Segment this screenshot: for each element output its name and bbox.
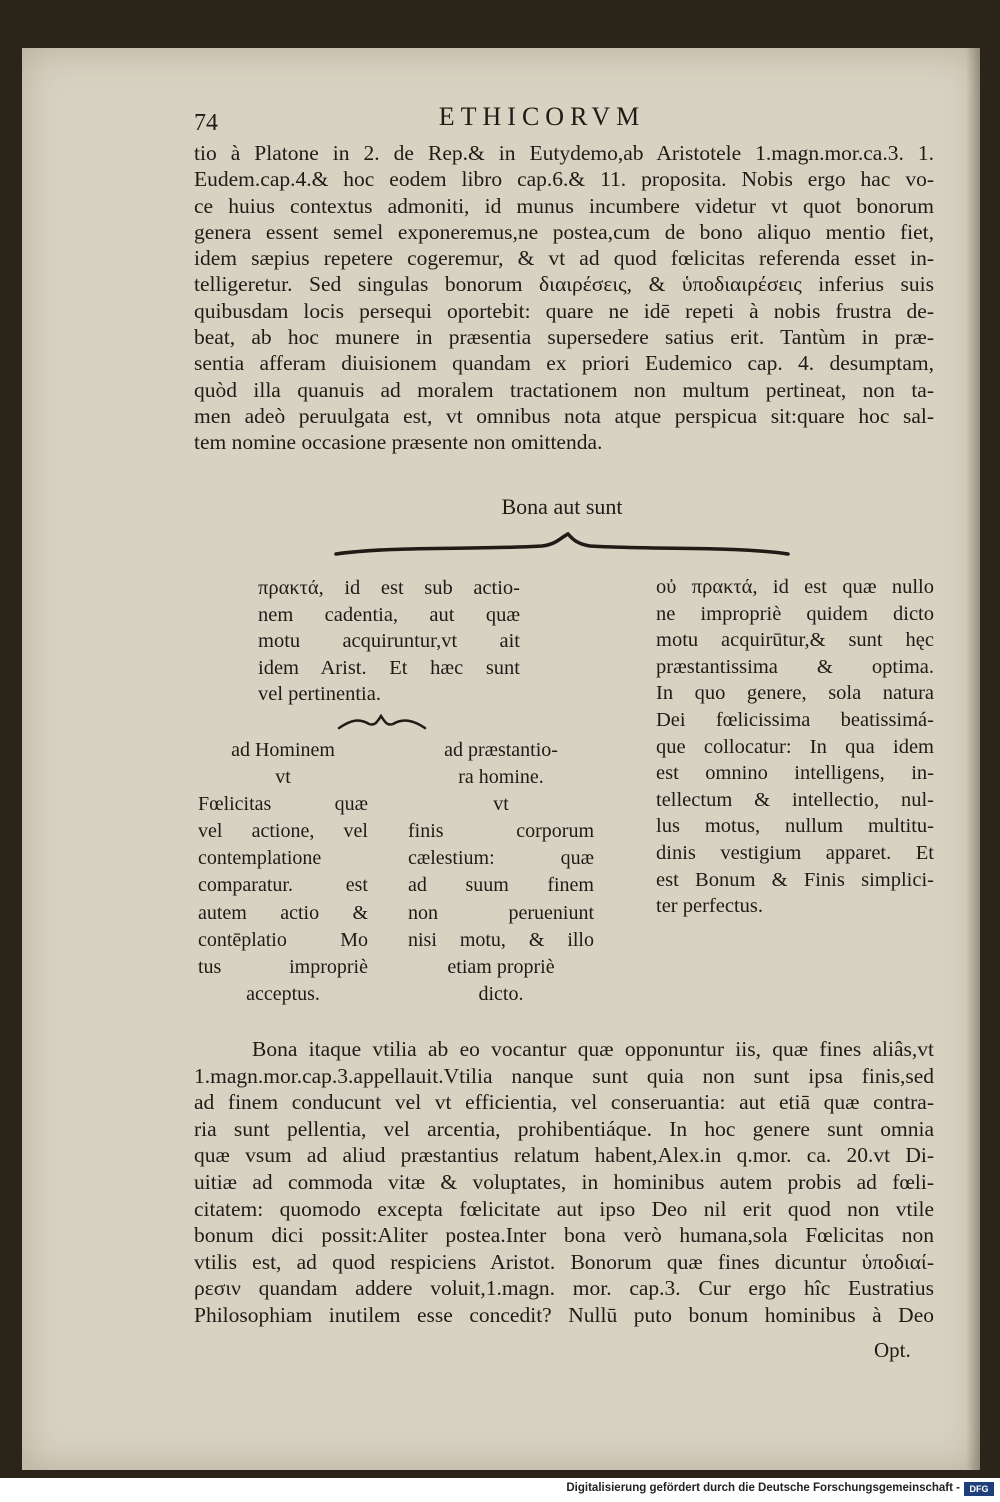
text-line: οὐ πρακτά, id est quæ nullo xyxy=(656,576,934,598)
text-line: tem nomine occasione præsente non omittenda. xyxy=(194,430,603,455)
text-line: autem actio & xyxy=(198,901,368,924)
text-line: cælestium: quæ xyxy=(408,847,594,870)
text-line: Eudem.cap.4.& hoc eodem libro cap.6.& 11. proposita. Nobis ergo hac vo- xyxy=(194,167,934,192)
page-number: 74 xyxy=(194,110,218,136)
left-branch xyxy=(258,575,520,708)
book-page xyxy=(22,48,980,1470)
text-line: vt xyxy=(493,793,509,816)
text-line: que collocatur: In qua idem xyxy=(656,735,934,758)
text-line: beat, ab hoc munere in præsentia supersedere satius erit. Tantùm in præ- xyxy=(194,325,934,350)
text-line: ra homine. xyxy=(458,766,544,789)
dfg-logo: DFG xyxy=(964,1482,994,1496)
text-line: quòd illa quanuis ad moralem tractationem non multum pertineat, non ta- xyxy=(194,377,934,402)
text-line: vt xyxy=(275,766,291,789)
running-head: ETHICORVM xyxy=(438,102,646,131)
text-line: ad finem conducunt vel vt efficientia, vel conseruantia: aut etiā quæ contra- xyxy=(194,1090,934,1115)
text-line: Fœlicitas quæ xyxy=(198,793,368,816)
text-line: ria sunt pellentia, vel arcentia, prohibentiáque. In hoc genere sunt omnia xyxy=(194,1116,934,1141)
text-line: motu acquiruntur,vt ait xyxy=(258,630,520,653)
text-line: est Bonum & Finis simplici- xyxy=(656,868,934,891)
text-line: non perueniunt xyxy=(408,901,594,924)
text-line: præstantissima & optima. xyxy=(656,655,934,678)
text-line: dicto. xyxy=(478,982,524,1005)
text-line: In quo genere, sola natura xyxy=(656,682,934,705)
text-line: contemplatione xyxy=(198,847,322,870)
text-line: men adeò peruulgata est, vt omnibus nota atque perspicua sit:quare hoc sal- xyxy=(194,403,934,428)
main-brace-icon xyxy=(332,532,792,562)
footer-bar xyxy=(0,1478,1000,1502)
text-line: tio à Platone in 2. de Rep.& in Eutydemo,ab Aristotele 1.magn.mor.ca.3. 1. xyxy=(194,141,934,165)
text-line: ad Hominem xyxy=(231,739,335,761)
sub-branch-human xyxy=(198,737,368,1008)
text-line: nisi motu, & illo xyxy=(408,928,594,951)
text-line: ρεσιν quandam addere voluit,1.magn. mor. cap.3. Cur ergo hîc Eustratius xyxy=(194,1276,934,1301)
text-line: Bona itaque vtilia ab eo vocantur quæ opponuntur iis, quæ fines aliâs,vt xyxy=(252,1037,934,1061)
text-line: ne impropriè quidem dicto xyxy=(656,602,934,625)
text-line: dinis vestigium apparet. Et xyxy=(656,841,934,864)
text-line: tus impropriè xyxy=(198,955,368,978)
text-line: nem cadentia, aut quæ xyxy=(258,603,520,626)
text-line: acceptus. xyxy=(246,982,320,1005)
text-line: contēplatio Mo xyxy=(198,928,368,951)
bottom-paragraph xyxy=(194,1036,934,1329)
text-line: genera essent semel exponeremus,ne postea,cum de bono aliquo mentio fiet, xyxy=(194,219,934,244)
text-line: tellectum & intellectio, nul- xyxy=(656,788,934,811)
text-line: vel pertinentia. xyxy=(258,683,381,706)
text-line: citatem: quomodo excepta fœlicitate aut ipso Deo nil erit quod non vtile xyxy=(194,1196,934,1221)
sub-branch-higher xyxy=(408,737,594,1008)
text-line: Philosophiam inutilem esse concedit? Nullū puto bonum hominibus à Deo xyxy=(194,1302,934,1327)
catchword: Opt. xyxy=(874,1338,911,1362)
text-line: 1.magn.mor.cap.3.appellauit.Vtilia nanque sunt quia non sunt ipsa finis,sed xyxy=(194,1063,934,1088)
text-line: ce huius contextus admoniti, id munus incumbere videtur vt quot bonorum xyxy=(194,193,934,218)
footer-credit: Digitalisierung gefördert durch die Deutsche Forschungsgemeinschaft - xyxy=(566,1482,960,1494)
text-line: quæ vsum ad aliud præstantius relatum habent,Alex.in q.mor. ca. 20.vt Di- xyxy=(194,1143,934,1168)
right-branch xyxy=(656,574,934,920)
top-paragraph xyxy=(194,140,934,456)
text-line: vtilis est, ad quod respiciens Aristot. Bonorum quæ fines dicuntur ὑποδιαί- xyxy=(194,1249,934,1274)
text-line: bonum dici possit:Aliter postea.Inter bona verò humana,sola Fœlicitas non xyxy=(194,1223,934,1248)
text-line: sentia afferam diuisionem quandam ex priori Eudemico cap. 4. desumptam, xyxy=(194,351,934,376)
text-line: comparatur. est xyxy=(198,874,368,897)
division-heading: Bona aut sunt xyxy=(501,494,623,519)
text-line: motu acquirūtur,& sunt hęc xyxy=(656,629,934,652)
text-line: ter perfectus. xyxy=(656,895,763,918)
text-line: ad præstantio- xyxy=(444,739,558,761)
text-line: vel actione, vel xyxy=(198,820,368,843)
text-line: idem Arist. Et hæc sunt xyxy=(258,656,520,679)
text-line: quibusdam locis persequi oportebit: quare ne idē repeti à nobis frustra de- xyxy=(194,298,934,323)
text-line: Dei fœlicissima beatissimá- xyxy=(656,708,934,731)
text-line: uitiæ ad commoda vitæ & voluptates, in hominibus autem probis ad fœli- xyxy=(194,1169,934,1194)
small-brace-icon xyxy=(337,712,427,734)
text-line: πρακτά, id est sub actio- xyxy=(258,577,520,599)
text-line: etiam propriè xyxy=(447,955,555,978)
text-line: idem sæpius repetere cogeremur, & vt ad quod fœlicitas referenda esset in- xyxy=(194,246,934,271)
text-line: est omnino intelligens, in- xyxy=(656,762,934,785)
text-line: finis corporum xyxy=(408,820,594,843)
text-line: lus motus, nullum multitu- xyxy=(656,815,934,838)
text-line: telligeretur. Sed singulas bonorum διαιρέσεις, & ὑποδιαιρέσεις inferius suis xyxy=(194,272,934,297)
text-line: ad suum finem xyxy=(408,874,594,897)
